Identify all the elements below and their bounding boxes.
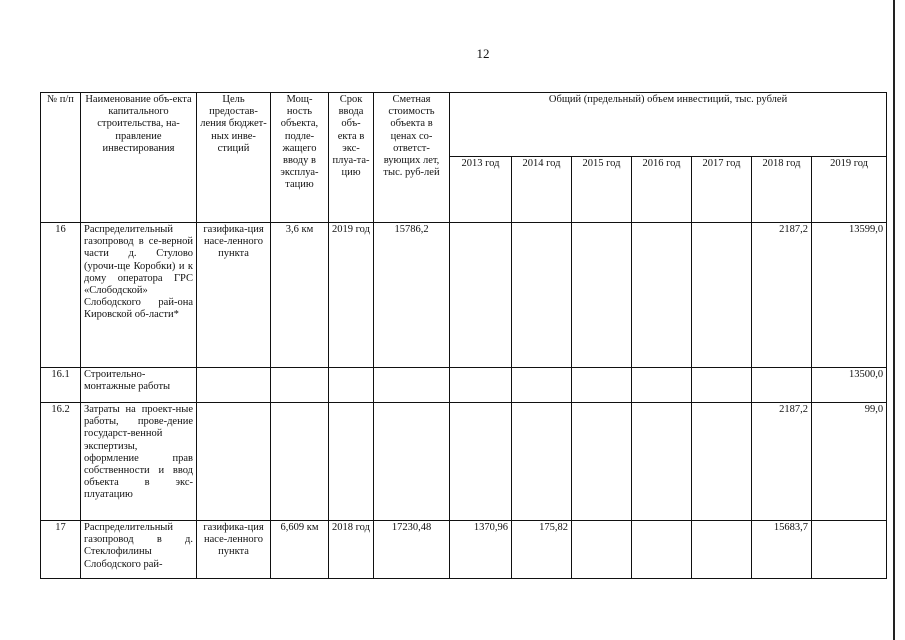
row-year-2018 xyxy=(752,368,812,403)
row-num: 16 xyxy=(41,223,81,368)
row-capacity xyxy=(271,368,329,403)
row-num: 16.2 xyxy=(41,403,81,521)
header-year-2019: 2019 год xyxy=(812,157,887,223)
header-year-2015: 2015 год xyxy=(572,157,632,223)
header-term: Срок ввода объ-екта в экс-плуа-та-цию xyxy=(329,93,374,223)
row-year-2013 xyxy=(450,403,512,521)
row-year-2017 xyxy=(692,223,752,368)
row-capacity: 6,609 км xyxy=(271,521,329,579)
header-goal: Цель предостав-ления бюджет-ных инве-стиций xyxy=(197,93,271,223)
header-year-2017: 2017 год xyxy=(692,157,752,223)
row-year-2016 xyxy=(632,521,692,579)
header-year-2016: 2016 год xyxy=(632,157,692,223)
header-investment: Общий (предельный) объем инвестиций, тыс. рублей xyxy=(450,93,887,157)
row-year-2018: 15683,7 xyxy=(752,521,812,579)
row-year-2017 xyxy=(692,368,752,403)
table-row-16 xyxy=(41,223,887,368)
row-name: Распределительный газопровод в се-верной части д. Стулово (урочи-ще Коробки) и к дому оператора ГРС «Слободской» Слободского рай-она Кировской об-ласти* xyxy=(81,223,197,368)
row-year-2019: 13500,0 xyxy=(812,368,887,403)
row-term xyxy=(329,403,374,521)
row-year-2014 xyxy=(512,368,572,403)
row-goal xyxy=(197,403,271,521)
row-goal xyxy=(197,368,271,403)
row-goal: газифика-ция насе-ленного пункта xyxy=(197,521,271,579)
row-year-2015 xyxy=(572,223,632,368)
investment-table xyxy=(40,92,887,579)
row-term: 2018 год xyxy=(329,521,374,579)
row-year-2015 xyxy=(572,368,632,403)
table-row-16-1 xyxy=(41,368,887,403)
table-row-17 xyxy=(41,521,887,579)
row-year-2015 xyxy=(572,403,632,521)
row-num: 17 xyxy=(41,521,81,579)
row-num: 16.1 xyxy=(41,368,81,403)
row-cost xyxy=(374,403,450,521)
row-year-2018: 2187,2 xyxy=(752,223,812,368)
header-year-2014: 2014 год xyxy=(512,157,572,223)
row-year-2016 xyxy=(632,403,692,521)
row-cost: 17230,48 xyxy=(374,521,450,579)
row-name: Строительно-монтажные работы xyxy=(81,368,197,403)
row-term: 2019 год xyxy=(329,223,374,368)
table-row-16-2 xyxy=(41,403,887,521)
header-num: № п/п xyxy=(41,93,81,223)
row-year-2017 xyxy=(692,521,752,579)
row-name: Распределительный газопровод в д. Стеклофилины Слободского рай- xyxy=(81,521,197,579)
row-year-2016 xyxy=(632,223,692,368)
row-year-2014: 175,82 xyxy=(512,521,572,579)
row-year-2016 xyxy=(632,368,692,403)
header-year-2018: 2018 год xyxy=(752,157,812,223)
row-cost xyxy=(374,368,450,403)
row-year-2018: 2187,2 xyxy=(752,403,812,521)
row-capacity: 3,6 км xyxy=(271,223,329,368)
row-cost: 15786,2 xyxy=(374,223,450,368)
header-year-2013: 2013 год xyxy=(450,157,512,223)
row-year-2015 xyxy=(572,521,632,579)
row-capacity xyxy=(271,403,329,521)
header-capacity: Мощ-ность объекта, подле-жащего вводу в эксплуа-тацию xyxy=(271,93,329,223)
page-edge-line xyxy=(893,0,895,640)
row-goal: газифика-ция насе-ленного пункта xyxy=(197,223,271,368)
row-year-2014 xyxy=(512,223,572,368)
row-name: Затраты на проект-ные работы, прове-дение государст-венной экспертизы, оформление прав собственности и ввод объекта в экс-плуатацию xyxy=(81,403,197,521)
row-year-2013 xyxy=(450,223,512,368)
page-number: 12 xyxy=(476,46,490,61)
row-year-2019: 13599,0 xyxy=(812,223,887,368)
header-cost: Сметная стоимость объекта в ценах со-ответст-вующих лет, тыс. руб-лей xyxy=(374,93,450,223)
row-year-2013: 1370,96 xyxy=(450,521,512,579)
row-term xyxy=(329,368,374,403)
row-year-2019 xyxy=(812,521,887,579)
row-year-2013 xyxy=(450,368,512,403)
row-year-2017 xyxy=(692,403,752,521)
header-name: Наименование объ-екта капитального строительства, на-правление инвестирования xyxy=(81,93,197,223)
row-year-2019: 99,0 xyxy=(812,403,887,521)
row-year-2014 xyxy=(512,403,572,521)
